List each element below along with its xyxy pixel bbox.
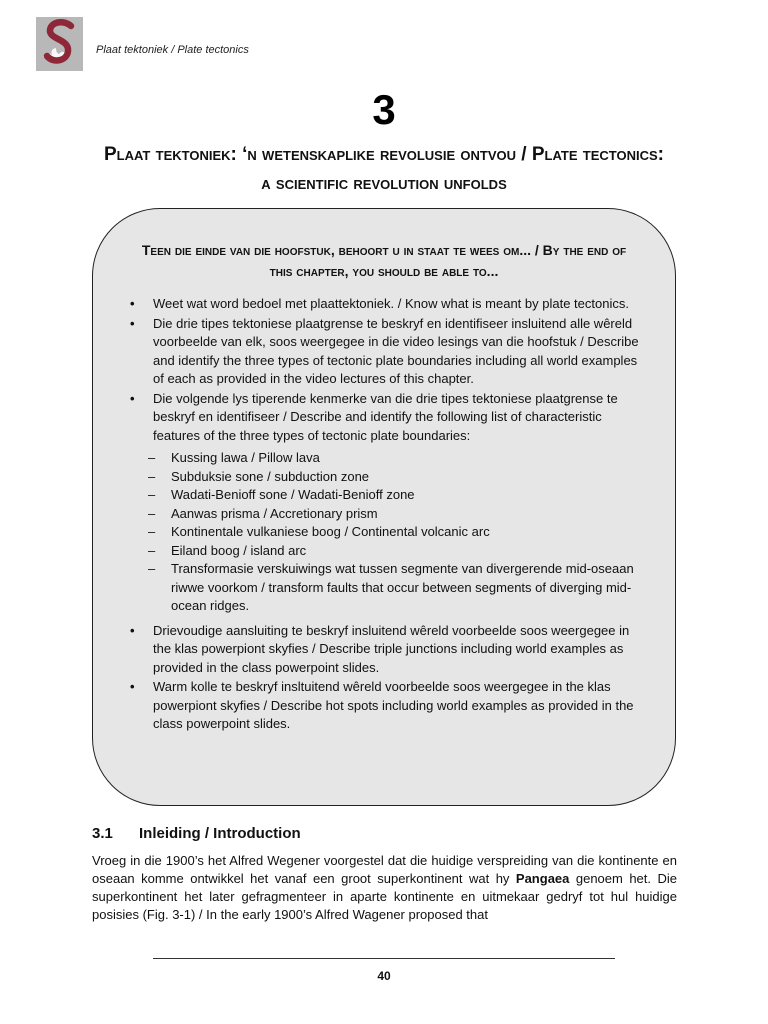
intro-text-start: Vroeg in die 1900’s het Alfred Wegener voorgestel dat die huidige verspreiding van die kontinente en oseaan komme ontwikkel het vanaf een groot superkontinent wat hy xyxy=(92,853,677,886)
list-item-text: Warm kolle te beskryf insltuitend wêreld voorbeelde soos weergegee in the klas powerpiont skyfies / Describe hot spots including world examples as provided in the class powerpoint slides. xyxy=(153,679,634,731)
list-item-text: Die volgende lys tiperende kenmerke van die drie tipes tektoniese plaatgrense te beskryf en identifiseer / Describe and identify the following list of characteristic features of the three types of tectonic plate boundaries: xyxy=(153,390,618,443)
page-number: 40 xyxy=(377,969,391,983)
list-item xyxy=(126,390,646,616)
footer-rule xyxy=(153,958,615,959)
features-sub-list xyxy=(148,449,646,616)
feature-item: – Wadati-Benioff sone / Wadati-Benioff zone xyxy=(148,486,646,505)
intro-paragraph xyxy=(92,852,677,924)
list-item xyxy=(126,315,646,389)
section-heading xyxy=(92,825,301,842)
section-title: Inleiding / Introduction xyxy=(139,825,301,842)
intro-text-end: genoem het. Die superkontinent het later gefragmenteer in aparte kontinente en uitmekaar gedryf tot hul huidige posisies (Fig. 3-1) / In the early 1900’s Alfred Wagener proposed that xyxy=(92,871,677,922)
list-item-text: Die drie tipes tektoniese plaatgrense te beskryf en identifiseer insluitend alle wêreld voorbeelde van elk, soos weergegee in die video lesings van die hoofstuk / Describe and identify the three types of tectonic plate boundaries including all world examples of each as provided in the video lectures of this chapter. xyxy=(153,315,639,386)
list-item-text: Weet wat word bedoel met plaattektoniek. / Know what is meant by plate tectonics. xyxy=(153,296,629,311)
feature-item: – Transformasie verskuiwings wat tussen segmente van divergerende mid-oseaan riwwe voorkom / transform faults that occur between segments of diverging mid-ocean ridges. xyxy=(148,560,646,616)
feature-item: – Aanwas prisma / Accretionary prism xyxy=(148,505,646,524)
feature-item: – Kontinentale vulkaniese boog / Continental volcanic arc xyxy=(148,523,646,542)
list-item xyxy=(126,622,646,678)
running-head: Plaat tektoniek / Plate tectonics xyxy=(96,44,249,56)
list-item-text: Drievoudige aansluiting te beskryf insluitend wêreld voorbeelde soos weergegee in the klas powerpiont skyfies / Describe triple junctions including world examples as provided in the class powerpoint slides. xyxy=(153,622,630,675)
learning-outcomes-list xyxy=(126,295,646,735)
feature-item: – Kussing lawa / Pillow lava xyxy=(148,449,646,468)
list-item xyxy=(126,295,646,314)
feature-item: – Eiland boog / island arc xyxy=(148,542,646,561)
section-number: 3.1 xyxy=(92,825,113,842)
chapter-title: Plaat tektoniek: ‘n wetenskaplike revolusie ontvou / Plate tectonics: a scientific revolution unfolds xyxy=(103,144,664,194)
chapter-number: 3 xyxy=(372,86,396,133)
list-item xyxy=(126,678,646,734)
pangaea-term: Pangaea xyxy=(515,871,570,886)
learning-outcomes-heading: Teen die einde van die hoofstuk, behoort u in staat te wees om... / By the end of this chapter, you should be able to... xyxy=(141,242,627,279)
feature-item: – Subduksie sone / subduction zone xyxy=(148,468,646,487)
university-crest-s-logo-icon xyxy=(36,17,83,71)
